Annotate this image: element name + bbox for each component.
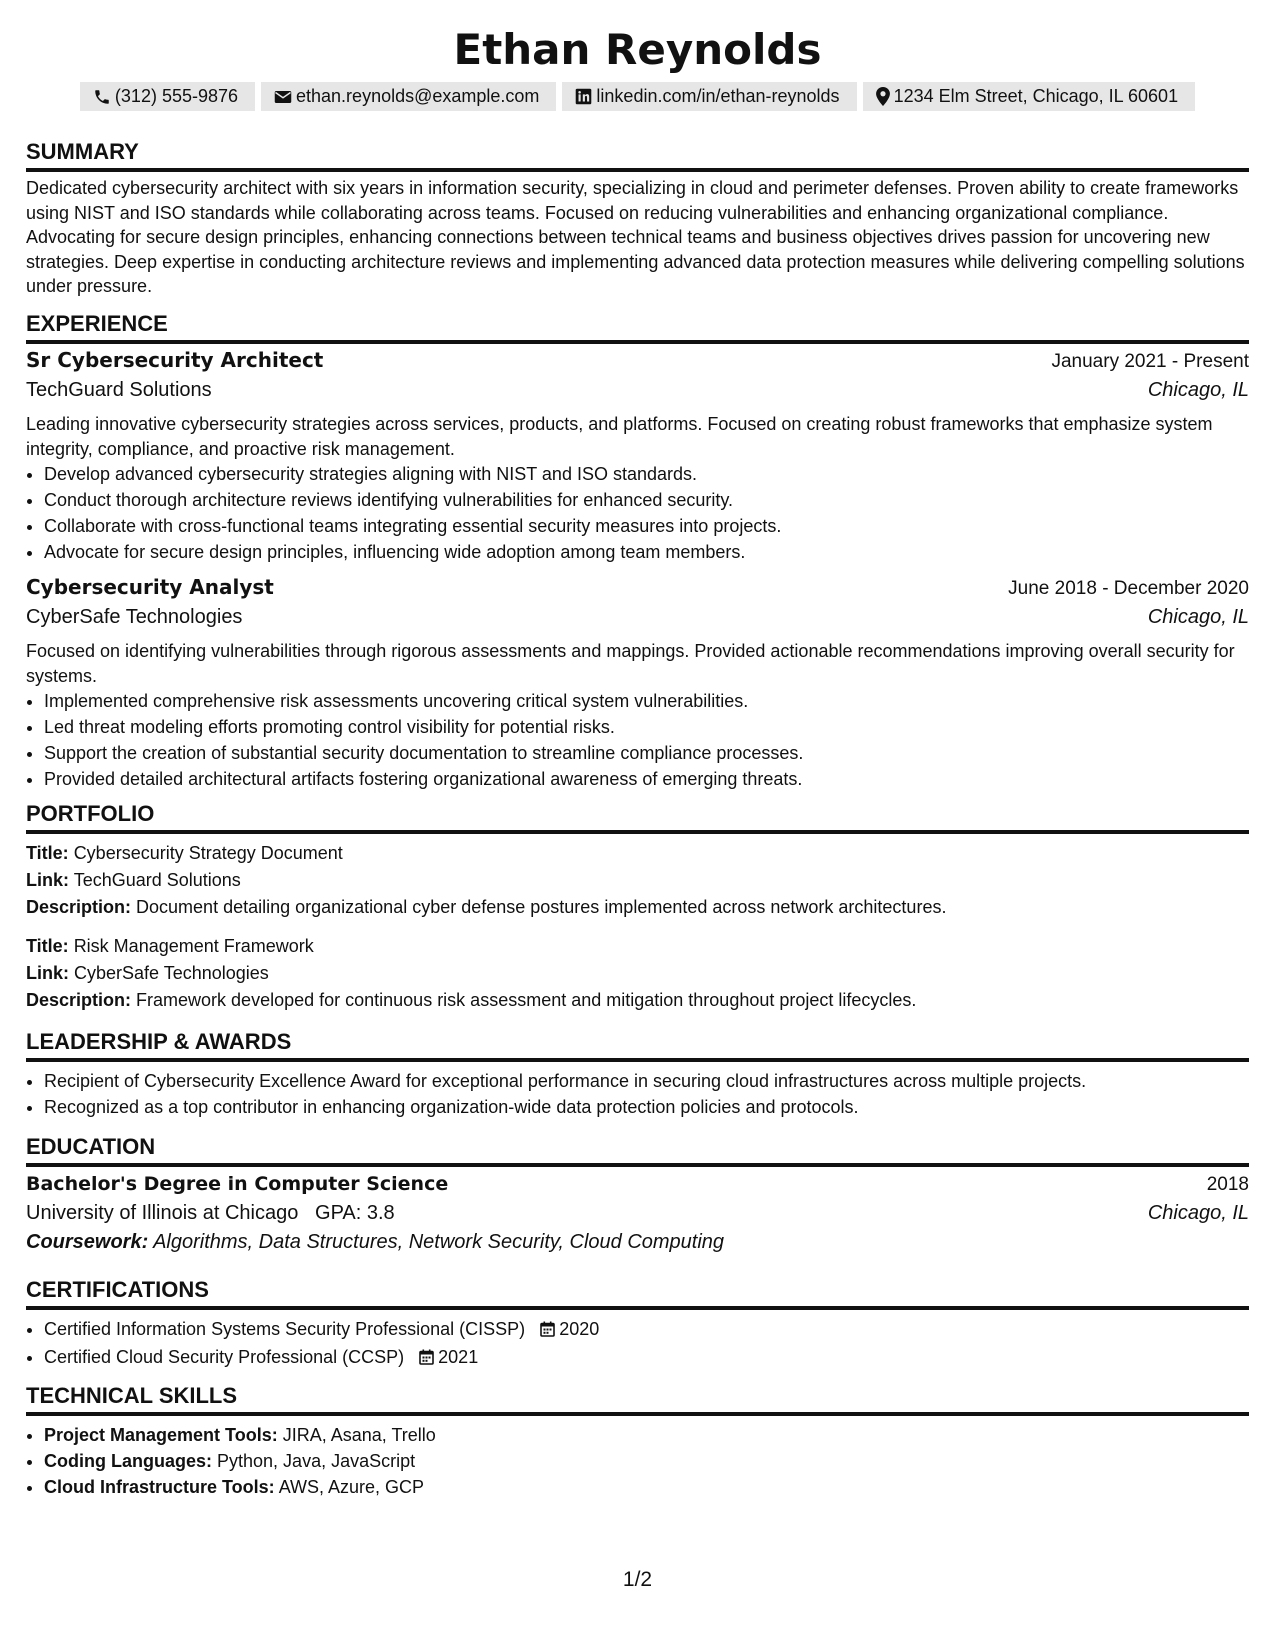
envelope-icon xyxy=(274,89,292,105)
job-bullets xyxy=(26,461,1249,565)
skills-section xyxy=(26,1382,1249,1500)
graduation-year: 2018 xyxy=(1206,1174,1249,1195)
list-item: • Implemented comprehensive risk assessments uncovering critical system vulnerabilities. xyxy=(44,688,1249,714)
list-item: • Recipient of Cybersecurity Excellence Award for exceptional performance in securing cloud infrastructures across multiple projects. xyxy=(44,1068,1249,1094)
page-number: 1/2 xyxy=(622,1568,653,1591)
skill-value: Python, Java, JavaScript xyxy=(217,1451,416,1471)
portfolio-title-label: Title: xyxy=(26,843,69,863)
education-heading: EDUCATION xyxy=(26,1133,1249,1167)
skills-list xyxy=(26,1422,1249,1500)
portfolio-title: Cybersecurity Strategy Document xyxy=(73,843,343,863)
portfolio-link-label: Link: xyxy=(26,870,69,890)
skill-label: Project Management Tools: xyxy=(44,1425,278,1445)
job-company: TechGuard Solutions xyxy=(26,379,212,401)
certifications-section xyxy=(26,1276,1249,1372)
job-bullets xyxy=(26,688,1249,792)
resume-page xyxy=(26,0,1249,1497)
cert-name: Certified Cloud Security Professional (CCSP) xyxy=(44,1347,405,1367)
job-location: Chicago, IL xyxy=(1147,379,1249,401)
job-title: Cybersecurity Analyst xyxy=(26,575,274,599)
portfolio-link-label: Link: xyxy=(26,963,69,983)
job-entry xyxy=(26,575,1249,792)
list-item: • Provided detailed architectural artifacts fostering organizational awareness of emerging threats. xyxy=(44,766,1249,792)
skill-label: Coding Languages: xyxy=(44,1451,212,1471)
list-item: • Led threat modeling efforts promoting control visibility for potential risks. xyxy=(44,714,1249,740)
leadership-section xyxy=(26,1028,1249,1120)
contact-address xyxy=(863,82,1196,111)
portfolio-heading: PORTFOLIO xyxy=(26,800,1249,834)
skill-value: AWS, Azure, GCP xyxy=(278,1477,425,1497)
certifications-heading: CERTIFICATIONS xyxy=(26,1276,1249,1310)
portfolio-item xyxy=(26,933,1249,1014)
email-text[interactable]: ethan.reynolds@example.com xyxy=(296,86,540,106)
summary-heading: SUMMARY xyxy=(26,138,1249,172)
cert-year: 2021 xyxy=(438,1347,479,1367)
job-description: Leading innovative cybersecurity strategies across services, products, and platforms. Focused on creating robust frameworks that emphasize system integrity, compliance, and proactive risk management. xyxy=(26,414,1213,459)
contact-bar xyxy=(26,82,1249,111)
contact-email xyxy=(261,82,556,111)
cert-name: Certified Information Systems Security Professional (CISSP) xyxy=(44,1319,526,1339)
phone-icon xyxy=(93,88,111,106)
skill-label: Cloud Infrastructure Tools: xyxy=(44,1477,275,1497)
list-item: • Collaborate with cross-functional teams integrating essential security measures into projects. xyxy=(44,513,1249,539)
portfolio-item xyxy=(26,840,1249,921)
list-item: • Recognized as a top contributor in enhancing organization-wide data protection policies and protocols. xyxy=(44,1094,1249,1120)
job-company: CyberSafe Technologies xyxy=(26,606,243,628)
portfolio-description-label: Description: xyxy=(26,897,132,917)
summary-text: Dedicated cybersecurity architect with six years in information security, specializing in cloud and perimeter defenses. Proven ability to create frameworks using NIST and ISO standards while collaborating across teams. Focused on reducing vulnerabilities and enhancing organizational compliance. Advocating for secure design principles, enhancing connections between technical teams and business objectives drives passion for uncovering new strategies. Deep expertise in conducting architecture reviews and implementing advanced data protection measures while delivering compelling solutions under pressure. xyxy=(26,178,1245,296)
skills-heading: TECHNICAL SKILLS xyxy=(26,1382,1249,1416)
coursework-label: Coursework: xyxy=(26,1231,149,1253)
experience-section xyxy=(26,310,1249,792)
leadership-bullets xyxy=(26,1068,1249,1120)
list-item xyxy=(44,1422,1249,1448)
portfolio-title: Risk Management Framework xyxy=(73,936,314,956)
skill-value: JIRA, Asana, Trello xyxy=(282,1425,436,1445)
calendar-icon xyxy=(419,1346,434,1372)
job-dates: January 2021 - Present xyxy=(1051,351,1249,372)
job-description: Focused on identifying vulnerabilities through rigorous assessments and mappings. Provided actionable recommendations improving overall security for systems. xyxy=(26,641,1235,686)
phone-text[interactable]: (312) 555-9876 xyxy=(114,86,239,106)
job-location: Chicago, IL xyxy=(1147,606,1249,628)
list-item: • Advocate for secure design principles, influencing wide adoption among team members. xyxy=(44,539,1249,565)
coursework: Algorithms, Data Structures, Network Security, Cloud Computing xyxy=(153,1231,725,1253)
portfolio-link[interactable]: CyberSafe Technologies xyxy=(74,963,269,983)
list-item: • Support the creation of substantial security documentation to streamline compliance processes. xyxy=(44,740,1249,766)
contact-linkedin xyxy=(562,82,856,111)
portfolio-description: Document detailing organizational cyber defense postures implemented across network architectures. xyxy=(136,897,947,917)
school-name: University of Illinois at Chicago xyxy=(26,1202,299,1224)
list-item xyxy=(44,1344,1249,1372)
job-title: Sr Cybersecurity Architect xyxy=(26,348,324,372)
school-location: Chicago, IL xyxy=(1147,1202,1249,1224)
summary-section xyxy=(26,138,1249,299)
experience-heading: EXPERIENCE xyxy=(26,310,1249,344)
address-text: 1234 Elm Street, Chicago, IL 60601 xyxy=(893,86,1179,106)
list-item xyxy=(44,1448,1249,1474)
gpa: GPA: 3.8 xyxy=(315,1202,395,1224)
certifications-list xyxy=(26,1316,1249,1372)
linkedin-icon xyxy=(575,88,592,105)
map-marker-icon xyxy=(876,87,890,106)
portfolio-description: Framework developed for continuous risk assessment and mitigation throughout project lifecycles. xyxy=(136,990,917,1010)
job-dates: June 2018 - December 2020 xyxy=(1008,578,1249,599)
portfolio-link[interactable]: TechGuard Solutions xyxy=(73,870,241,890)
calendar-icon xyxy=(540,1318,555,1344)
candidate-name: Ethan Reynolds xyxy=(453,25,822,74)
portfolio-description-label: Description: xyxy=(26,990,132,1010)
list-item xyxy=(44,1316,1249,1344)
portfolio-title-label: Title: xyxy=(26,936,69,956)
education-section xyxy=(26,1133,1249,1260)
list-item: • Conduct thorough architecture reviews identifying vulnerabilities for enhanced security. xyxy=(44,487,1249,513)
list-item: • Develop advanced cybersecurity strategies aligning with NIST and ISO standards. xyxy=(44,461,1249,487)
list-item xyxy=(44,1474,1249,1500)
portfolio-section xyxy=(26,800,1249,1014)
contact-phone xyxy=(80,82,255,111)
linkedin-text[interactable]: linkedin.com/in/ethan-reynolds xyxy=(596,86,840,106)
degree-title: Bachelor's Degree in Computer Science xyxy=(26,1173,449,1195)
cert-year: 2020 xyxy=(559,1319,600,1339)
leadership-heading: LEADERSHIP & AWARDS xyxy=(26,1028,1249,1062)
job-entry xyxy=(26,348,1249,565)
